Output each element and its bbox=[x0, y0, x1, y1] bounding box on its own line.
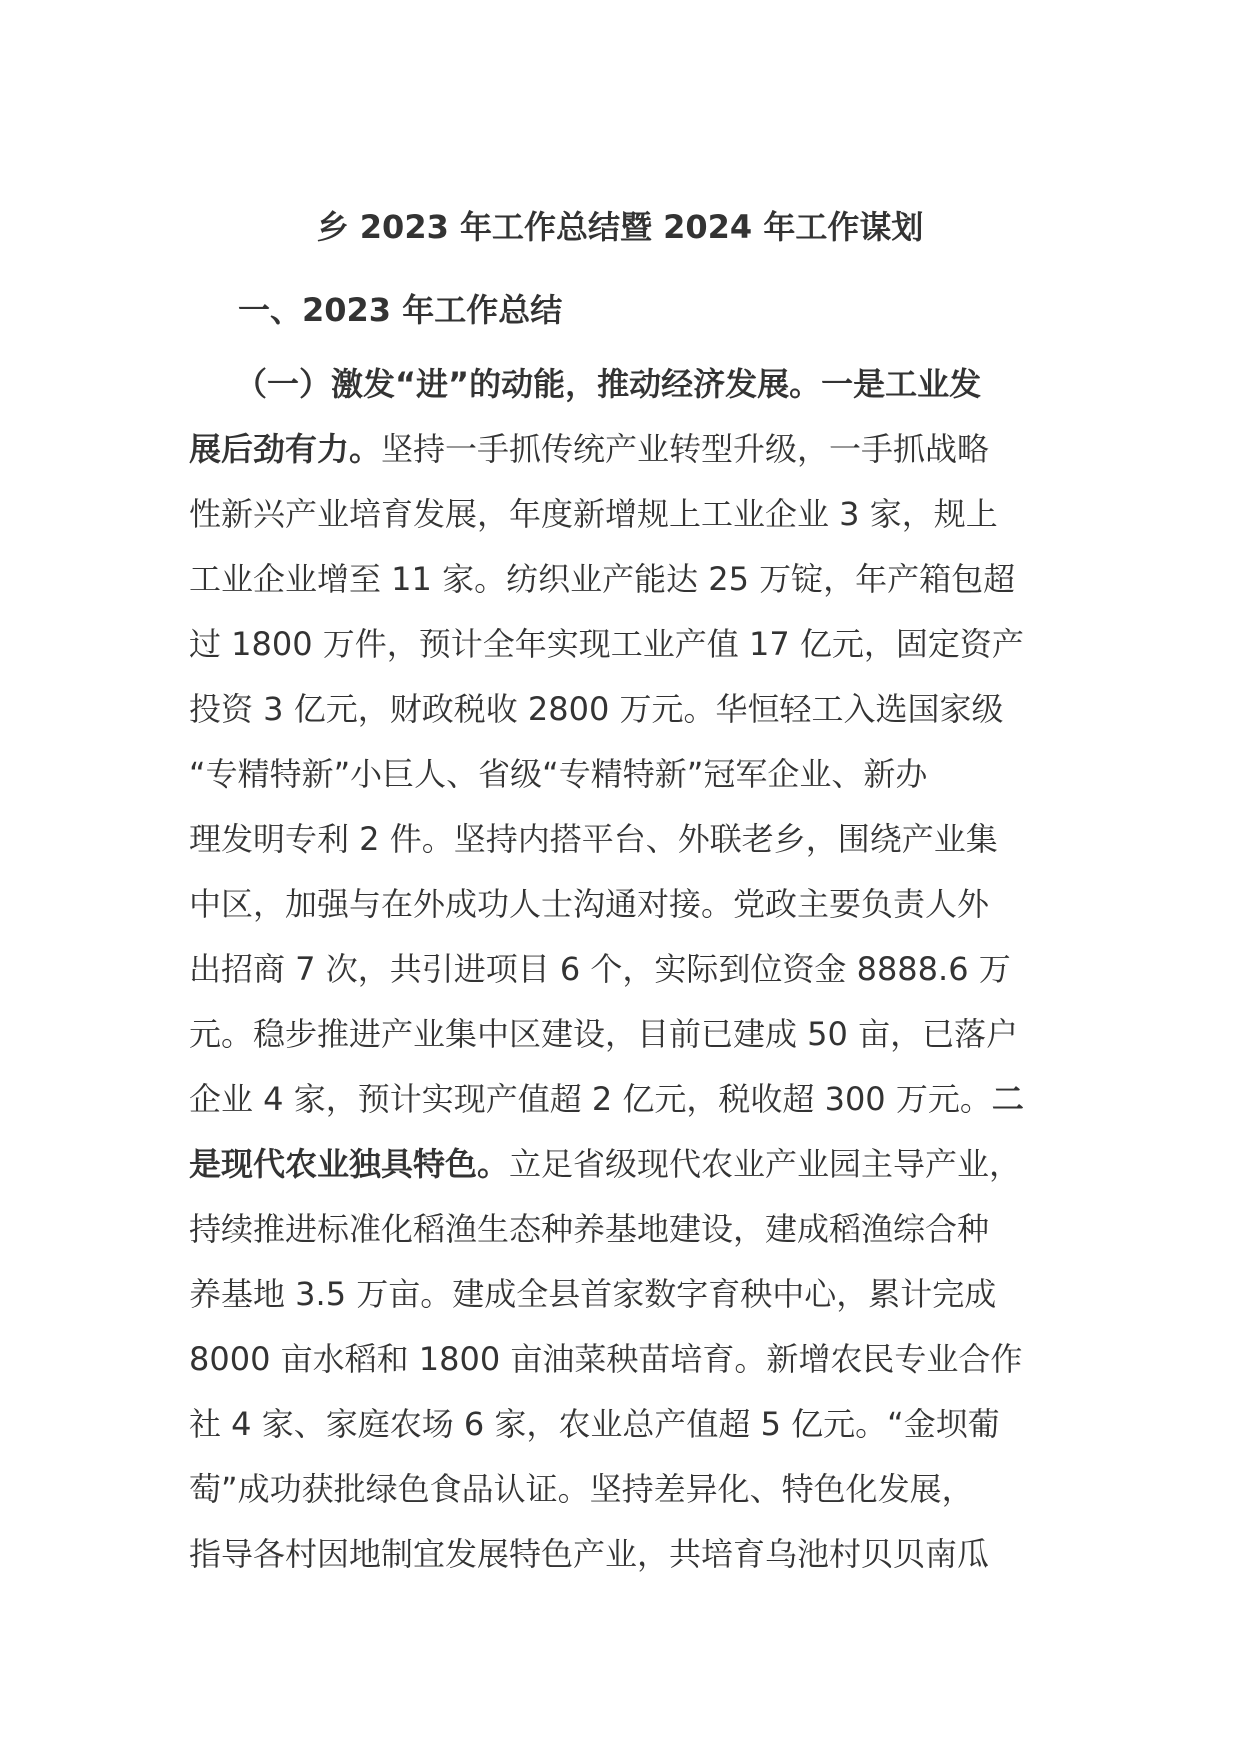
text-line: 工业企业增至 11 家。纺织业产能达 25 万锭，年产箱包超 bbox=[189, 560, 1016, 598]
text-line: 元。稳步推进产业集中区建设，目前已建成 50 亩，已落户 bbox=[189, 1015, 1019, 1053]
text-line: 指导各村因地制宜发展特色产业，共培育乌池村贝贝南瓜 bbox=[189, 1535, 990, 1573]
text-line: 养基地 3.5 万亩。建成全县首家数字育秧中心，累计完成 bbox=[189, 1275, 997, 1313]
text-line: 理发明专利 2 件。坚持内搭平台、外联老乡，围绕产业集 bbox=[189, 820, 998, 858]
text-line: 持续推进标准化稻渔生态种养基地建设，建成稻渔综合种 bbox=[189, 1210, 990, 1248]
section-heading: 一、2023 年工作总结 bbox=[238, 291, 563, 329]
text-line: 投资 3 亿元，财政税收 2800 万元。华恒轻工入选国家级 bbox=[189, 690, 1004, 728]
text-line: 企业 4 家，预计实现产值超 2 亿元，税收超 300 万元。二 bbox=[189, 1080, 1024, 1118]
text-line: 性新兴产业培育发展，年度新增规上工业企业 3 家，规上 bbox=[189, 495, 998, 533]
text-line: 出招商 7 次，共引进项目 6 个，实际到位资金 8888.6 万 bbox=[189, 950, 1011, 988]
text-line: 8000 亩水稻和 1800 亩油菜秧苗培育。新增农民专业合作 bbox=[189, 1340, 1023, 1378]
text-line: “专精特新”小巨人、省级“专精特新”冠军企业、新办 bbox=[189, 755, 928, 793]
document-title: 乡 2023 年工作总结暨 2024 年工作谋划 bbox=[316, 208, 924, 246]
text-line: 萄”成功获批绿色食品认证。坚持差异化、特色化发展， bbox=[189, 1470, 974, 1508]
text-line: 中区，加强与在外成功人士沟通对接。党政主要负责人外 bbox=[189, 885, 990, 923]
body-paragraph bbox=[189, 352, 1049, 1587]
text-line: 展后劲有力。坚持一手抓传统产业转型升级，一手抓战略 bbox=[189, 430, 990, 468]
text-line: 过 1800 万件，预计全年实现工业产值 17 亿元，固定资产 bbox=[189, 625, 1024, 663]
text-line: 是现代农业独具特色。立足省级现代农业产业园主导产业， bbox=[189, 1145, 1022, 1183]
text-line: 社 4 家、家庭农场 6 家，农业总产值超 5 亿元。“金坝葡 bbox=[189, 1405, 1000, 1443]
text-line: （一）激发“进”的动能，推动经济发展。一是工业发 bbox=[235, 365, 982, 403]
